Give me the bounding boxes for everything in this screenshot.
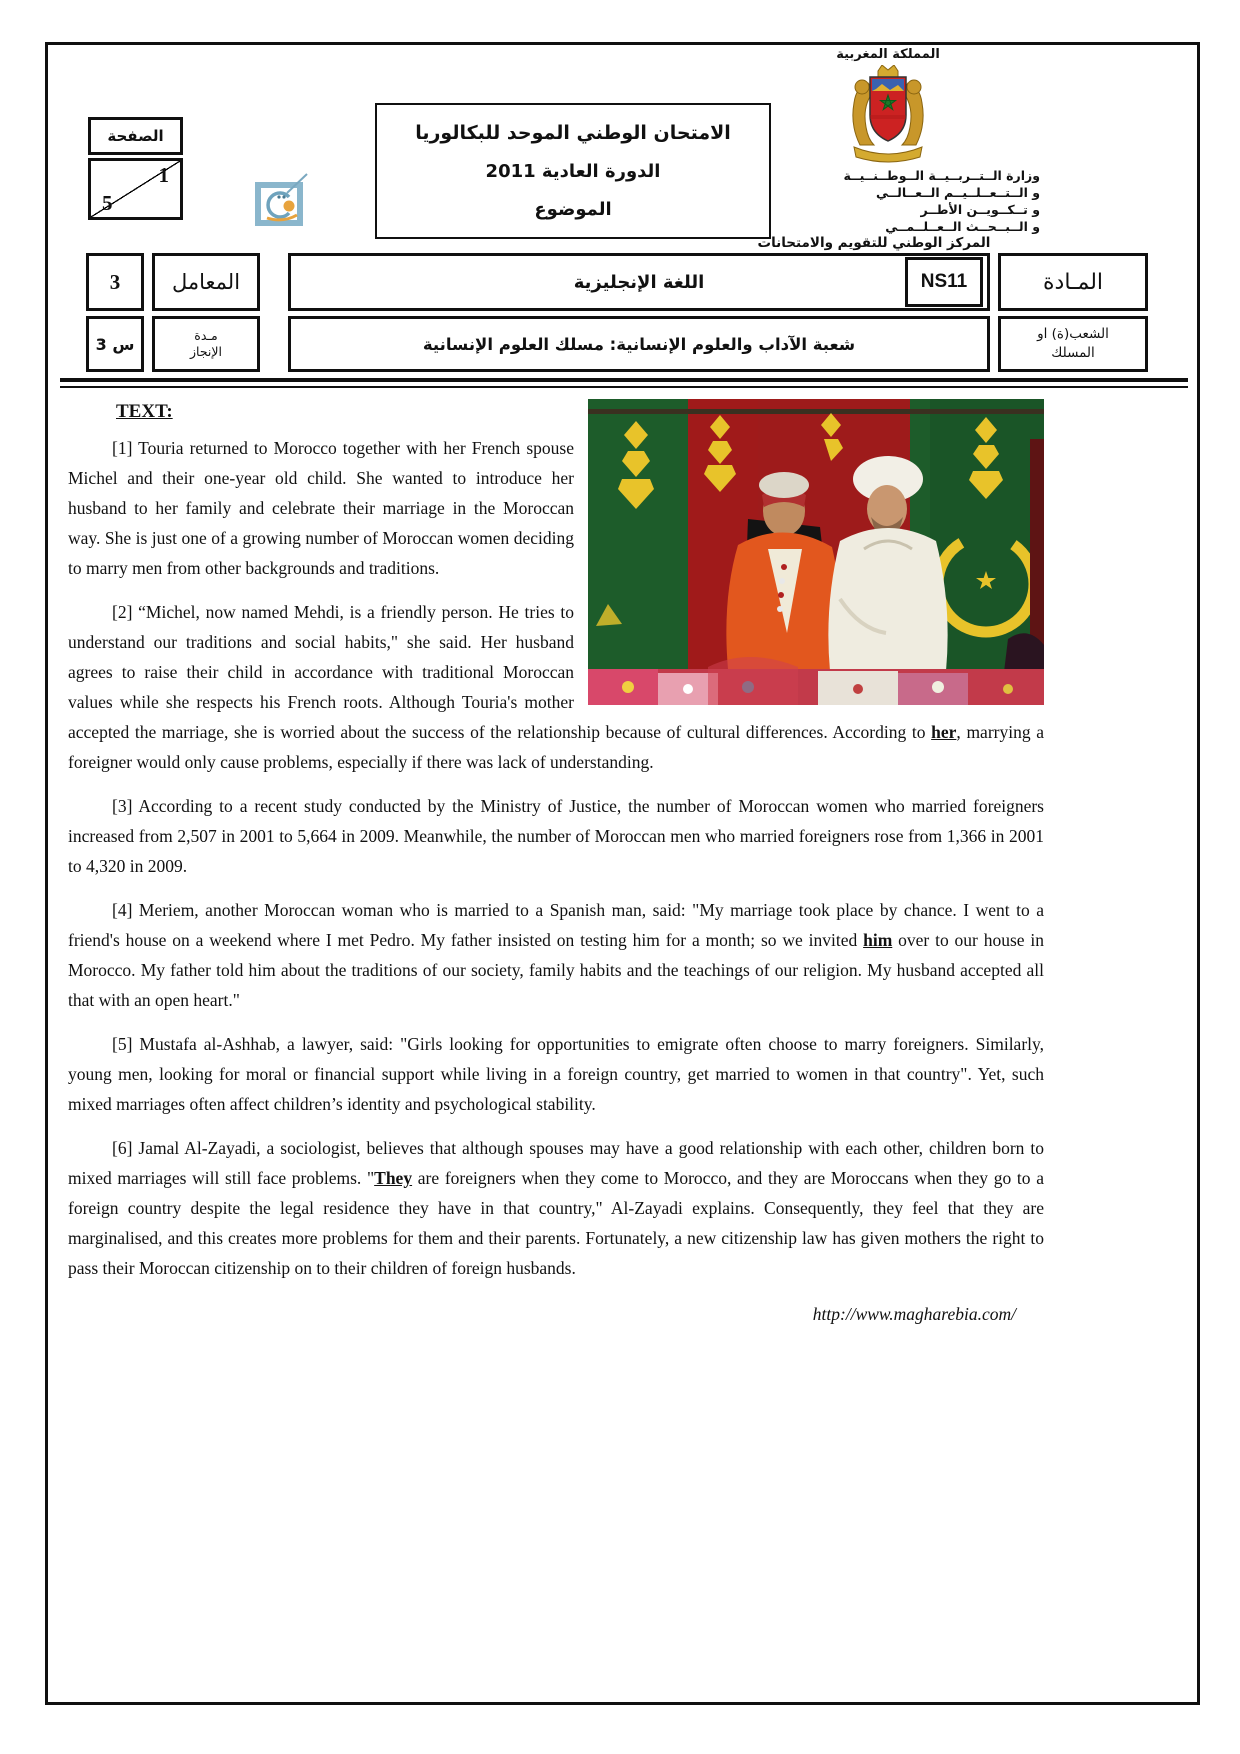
page-current: 1	[158, 163, 169, 187]
exam-title: الامتحان الوطني الموحد للبكالوريا	[415, 122, 731, 144]
stream-label-line1: الشعب(ة) او	[1037, 326, 1109, 342]
paragraph-1: [1] Touria returned to Morocco together with her French spouse Michel and their one-year old child. She wanted to introduce her husband to her family and celebrate their marriage in the Moroccan way. She is just one of a growing number of Moroccan women deciding to marry men from other backgrounds and traditions.	[68, 438, 574, 578]
exam-session: الدورة العادية 2011	[485, 161, 661, 182]
paragraph-4: [4] Meriem, another Moroccan woman who is married to a Spanish man, said: "My marriage took place by chance. I went to a friend's house on a weekend where I met Pedro. My father insisted on testing him for a month; so we invited him over to our house in Morocco. My father told him about the traditions of our society, family habits and the teachings of our religion. My husband accepted all that with an open heart."	[68, 900, 1044, 1010]
exam-title-box	[375, 103, 771, 239]
page-border-frame	[45, 42, 1200, 1705]
exam-code: NS11	[905, 257, 983, 307]
ministry-line: و الــتــعــلــيــم الــعــالــي	[875, 185, 1040, 200]
subject-label: المـادة	[998, 253, 1148, 311]
exam-center-logo	[253, 173, 311, 227]
stream-label-line2: المسلك	[1051, 345, 1095, 361]
exam-center-name: المركز الوطني للتقويم والامتحانات	[757, 235, 991, 251]
header-divider	[60, 378, 1188, 388]
duration-value: 3 س	[86, 316, 144, 372]
text-heading: TEXT:	[116, 401, 173, 422]
document-type: الموضوع	[534, 199, 612, 220]
paragraph-3: [3] According to a recent study conducted by the Ministry of Justice, the number of Moroccan women who married foreigners increased from 2,507 in 2001 to 5,664 in 2009. Meanwhile, the number of Moroccan men who married foreigners rose from 1,366 in 2001 to 4,320 in 2009.	[68, 796, 1044, 876]
page-fraction	[88, 158, 183, 220]
paragraph-6: [6] Jamal Al-Zayadi, a sociologist, believes that although spouses may have a good relationship with each other, children born to mixed marriages will still face problems. "They are foreigners when they come to Morocco, and they are Moroccans when they go to a foreign country despite the legal residence they have in that country," Al-Zayadi explains. Consequently, they feel that they are marginalised, and this creates more problems for them and their parents. Fortunately, a new citizenship law has given mothers the right to pass their Moroccan citizenship on to their children of foreign husbands.	[68, 1138, 1044, 1278]
coefficient-value: 3	[86, 253, 144, 311]
ministry-line: و تــكــويــن الأطــر	[920, 202, 1040, 217]
paragraph-5: [5] Mustafa al-Ashhab, a lawyer, said: "Girls looking for opportunities to emigrate often choose to marry foreigners. Similarly, young men, looking for moral or financial support while living in a foreign country, get married to women in that country". Yet, such mixed marriages often affect children’s identity and psychological stability.	[68, 1034, 1044, 1114]
duration-label-line1: مـدة	[194, 328, 218, 343]
kingdom-title: المملكة المغربية	[836, 47, 940, 62]
subject-cell	[288, 253, 990, 311]
stream-value: شعبة الآداب والعلوم الإنسانية: مسلك العلوم الإنسانية	[288, 316, 990, 372]
source-url: http://www.magharebia.com/	[812, 1304, 1016, 1324]
ministry-line: و الــبــحــث الــعــلــمــي	[885, 219, 1040, 234]
page-number-box	[88, 117, 183, 220]
paragraph-2: [2] “Michel, now named Mehdi, is a friendly person. He tries to understand our traditions and social habits," she said. Her husband agrees to raise their child in accordance with traditional Moroccan values while she respects his French roots. Although Touria's mother accepted the marriage, she is worried about the success of the relationship because of cultural differences. According to her, marrying a foreigner would only cause problems, especially if there was lack of understanding.	[68, 602, 1044, 772]
wedding-photo	[588, 399, 1044, 705]
reading-text	[68, 397, 1044, 1329]
ministry-text	[748, 167, 1040, 235]
page-total: 5	[102, 191, 113, 215]
morocco-coat-of-arms-icon	[840, 65, 936, 165]
ministry-line: وزارة الــتــربــيــة الــوطــنــيــة	[843, 168, 1040, 183]
stream-label	[998, 316, 1148, 372]
page-label: الصفحة	[88, 117, 183, 155]
subject-value: اللغة الإنجليزية	[573, 271, 705, 293]
duration-label-line2: الإنجاز	[190, 344, 222, 359]
duration-label	[152, 316, 260, 372]
coefficient-label: المعامل	[152, 253, 260, 311]
